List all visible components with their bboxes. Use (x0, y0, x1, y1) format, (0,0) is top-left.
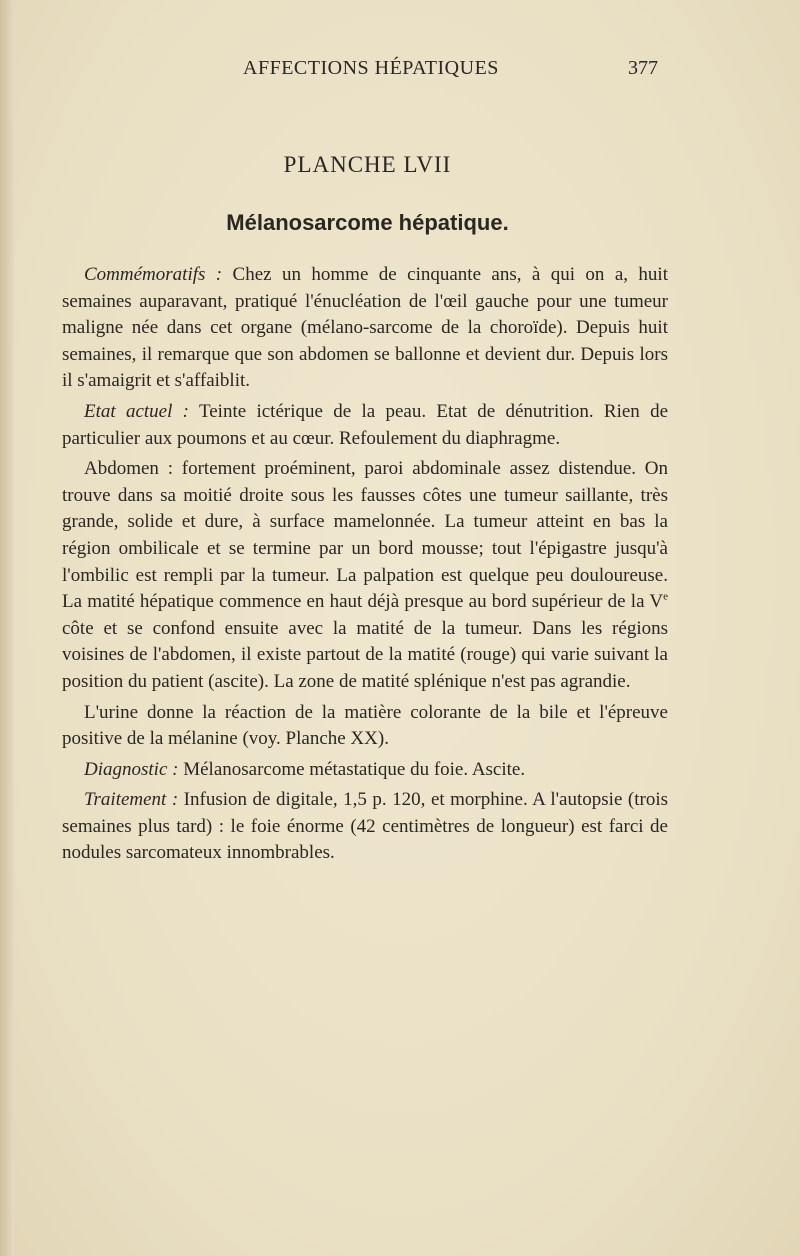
paragraph-text: Infusion de digitale, 1,5 p. 120, et morphine. A l'autopsie (trois semaines plus tard) : le foie énorme (42 centimètres de longueur) est farci de nodules sarcomateux innombrables. (62, 789, 668, 864)
paragraph-urine (62, 700, 668, 753)
running-header (0, 57, 800, 83)
paragraph-abdomen (62, 456, 668, 695)
paragraph-text: Mélanosarcome métastatique du foie. Ascite. (178, 758, 526, 780)
paragraph-text-continued: côte et se confond ensuite avec la matité de la tumeur. Dans les régions voisines de l'abdomen, il existe partout de la matité (rouge) qui varie suivant la position du patient (ascite). La zone de matité splénique n'est pas agrandie. (62, 617, 668, 692)
paragraph-lead: Traitement : (84, 789, 179, 811)
paragraph-lead: Diagnostic : (84, 758, 179, 780)
paragraph-text: Abdomen : fortement proéminent, paroi abdominale assez distendue. On trouve dans sa moitié droite sous les fausses côtes une tumeur saillante, très grande, solide et dure, à surface mamelonnée. La tumeur atteint en bas la région ombilicale et se termine par un bord mousse; tout l'épigastre jusqu'à l'ombilic est rempli par la tumeur. La palpation est quelque peu douloureuse. La matité hépatique commence en haut déjà presque au bord supérieur de la V (62, 458, 668, 613)
paragraph-traitement (62, 787, 668, 867)
paragraph-text: Chez un homme de cinquante ans, à qui on a, huit semaines auparavant, pratiqué l'énucléation de l'œil gauche pour une tumeur maligne née dans cet organe (mélano-sarcome de la choroïde). Depuis huit semaines, il remarque que son abdomen se ballonne et devient dur. Depuis lors il s'amaigrit et s'affaiblit. (62, 264, 668, 392)
paragraph-etat-actuel (62, 399, 668, 452)
subject-title: Mélanosarcome hépatique. (226, 210, 509, 235)
running-title: AFFECTIONS HÉPATIQUES (243, 57, 499, 79)
superscript: e (663, 590, 668, 603)
paragraph-text: Teinte ictérique de la peau. Etat de dénutrition. Rien de particulier aux poumons et au cœur. Refoulement du diaphragme. (62, 400, 669, 449)
plate-title: PLANCHE LVII (283, 152, 452, 177)
page-number: 377 (628, 57, 658, 79)
body-text (62, 262, 668, 871)
paragraph-text: L'urine donne la réaction de la matière colorante de la bile et l'épreuve positive de la mélanine (voy. Planche XX). (62, 701, 668, 750)
paragraph-diagnostic (62, 757, 668, 784)
page-binding-edge (0, 0, 14, 1256)
paragraph-commemoratifs (62, 262, 668, 395)
paragraph-lead: Etat actuel : (84, 400, 190, 422)
paragraph-lead: Commémoratifs : (84, 264, 223, 285)
